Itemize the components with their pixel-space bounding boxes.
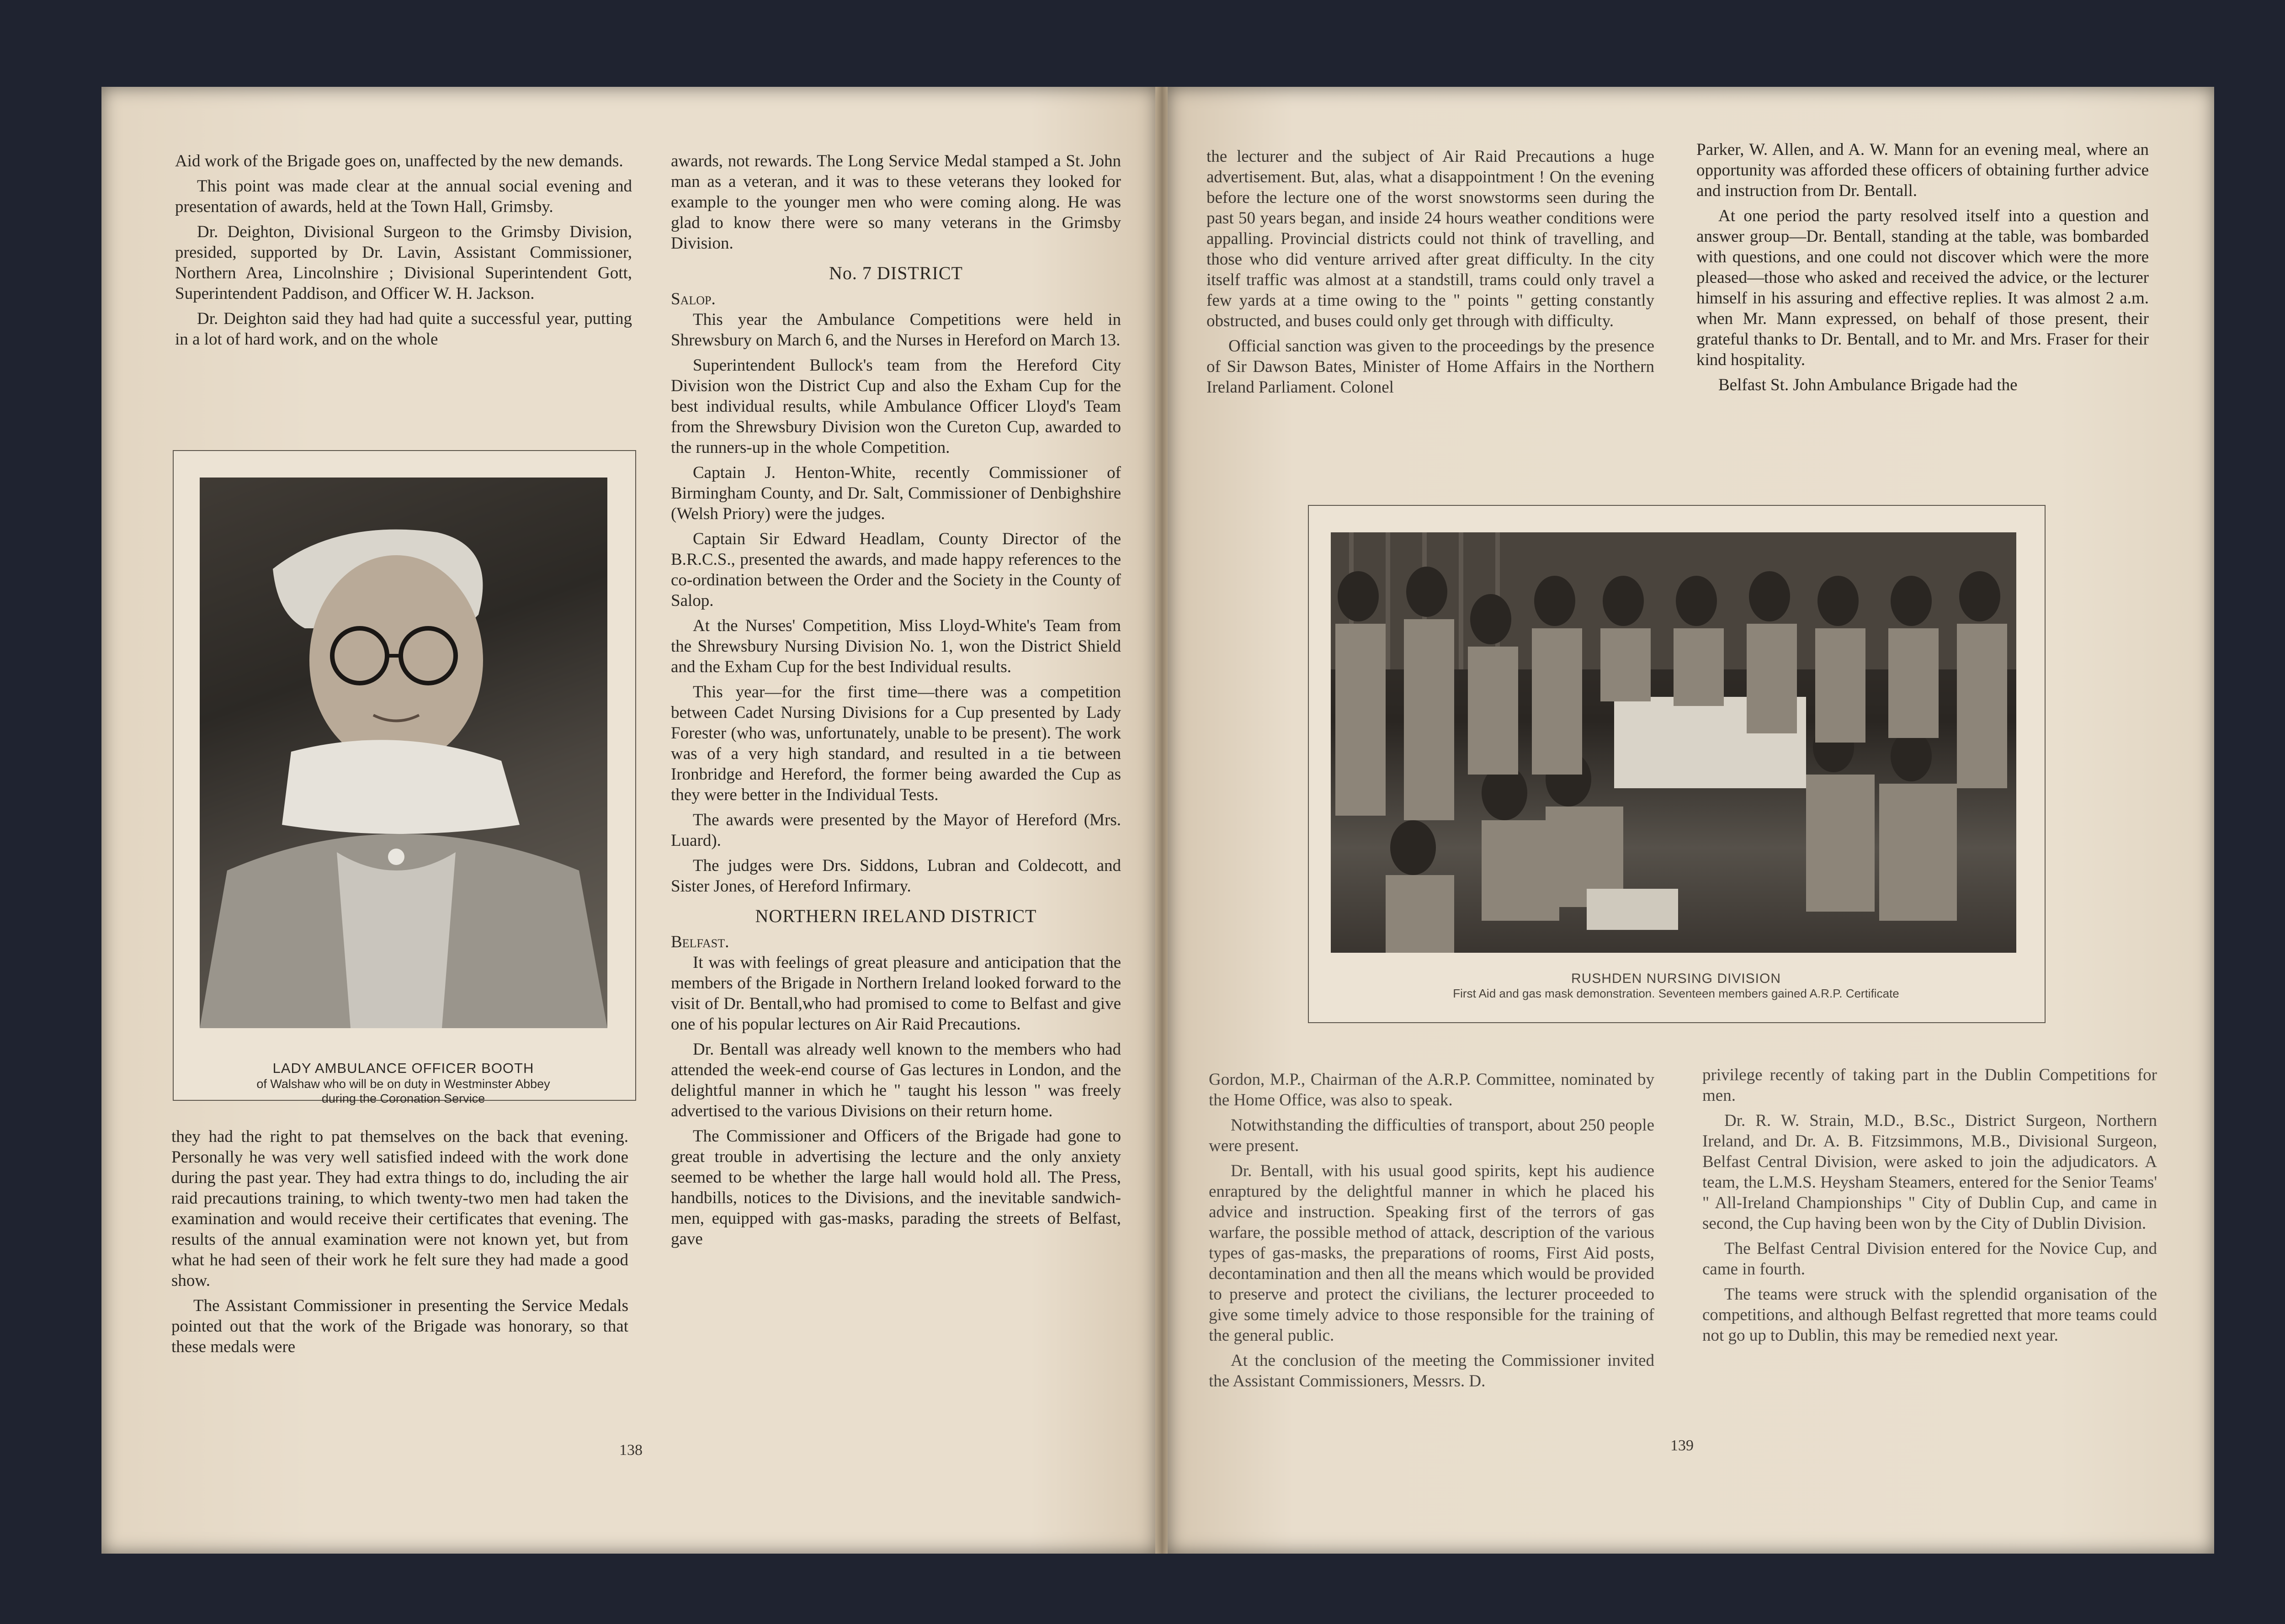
paragraph: At one period the party resolved itself into a question and answer group—Dr. Bentall, standing at the table, was bombarded with questions, and one could not discover which were the more pleased—those who asked and received the advice, or the lecturer himself in his assuring and effective replies. It was almost 2 a.m. when Mr. Mann expressed, on behalf of those present, their grateful thanks to Dr. Bentall, and to Mr. and Mrs. Fraser for their kind hospitality. xyxy=(1696,207,2149,369)
paragraph: The Belfast Central Division entered for the Novice Cup, and came in fourth. xyxy=(1702,1239,2157,1279)
paragraph: The judges were Drs. Siddons, Lubran and Coldecott, and Sister Jones, of Hereford Infirmary. xyxy=(671,856,1121,896)
portrait-caption-title: LADY AMBULANCE OFFICER BOOTH xyxy=(272,1060,534,1076)
paragraph: This year—for the first time—there was a competition between Cadet Nursing Divisions for a Cup presented by Lady Forester (who was, unfortunately, unable to be present). The work was of a very high standard, and resulted in a tie between Ironbridge and Hereford, the former being awarded the Cup as they were better in the Individual Tests. xyxy=(671,683,1121,804)
paragraph: Superintendent Bullock's team from the Hereford City Division won the District Cup and also the Exham Cup for the best individual results, while Ambulance Officer Lloyd's Team from the Shrewsbury Division won the Cureton Cup, awarded to the runners-up in the whole Competition. xyxy=(671,356,1121,457)
paragraph: Dr. Bentall, with his usual good spirits, kept his audience enraptured by the delightful manner in which he placed his advice and instruction. Speaking first of the terrors of gas warfare, the possible method of attack, description of the various types of gas-masks, the preparations of rooms, First Aid posts, decontamination and then all the means which would be provided to preserve and protect the civilians, the lecturer proceeded to give some timely advice to those responsible for the training of the general public. xyxy=(1209,1162,1654,1345)
paragraph: awards, not rewards. The Long Service Medal stamped a St. John man as a veteran, and it was to these veterans they looked for example to the younger men who were coming along. He was glad to know there were so many veterans in the Grimsby Division. xyxy=(671,152,1121,253)
paragraph: The Assistant Commissioner in presenting the Service Medals pointed out that the work of the Brigade was honorary, so that these medals were xyxy=(171,1296,628,1356)
portrait-photo xyxy=(200,478,607,1028)
paragraph: Gordon, M.P., Chairman of the A.R.P. Committee, nominated by the Home Office, was also to speak. xyxy=(1209,1070,1654,1109)
paragraph: Captain Sir Edward Headlam, County Director of the B.R.C.S., presented the awards, and made happy references to the co-ordination between the Order and the Society in the County of Salop. xyxy=(671,530,1121,610)
paragraph: Dr. Deighton said they had had quite a successful year, putting in a lot of hard work, and on the whole xyxy=(175,309,632,349)
paragraph: The awards were presented by the Mayor of Hereford (Mrs. Luard). xyxy=(671,811,1121,850)
paragraph: The Commissioner and Officers of the Brigade had gone to great trouble in advertising the lecture and the only anxiety seemed to be whether the large hall would hold all. The Press, handbills, notices to the Divisions, and the inevitable sandwich-men, equipped with gas-masks, parading the streets of Belfast, gave xyxy=(671,1127,1121,1248)
paragraph: they had the right to pat themselves on the back that evening. Personally he was very well satisfied indeed with the work done during the past year. They had extra things to do, including the air raid precautions training, to which twenty-two men had taken the examination and would receive their certificates that evening. The results of the annual examination were not known yet, but from what he had seen of their work he felt sure they had made a good show. xyxy=(171,1127,628,1290)
paragraph: Dr. R. W. Strain, M.D., B.Sc., District Surgeon, Northern Ireland, and Dr. A. B. Fitzsimmons, M.B., Divisional Surgeon, Belfast Central Division, were asked to join the adjudicators. A team, the L.M.S. Heysham Steamers, entered for the Senior Teams' " All-Ireland Championships " City of Dublin Cup, and came in second, the Cup having been won by the City of Dublin Division. xyxy=(1702,1111,2157,1233)
paragraph: This point was made clear at the annual social evening and presentation of awards, held at the Town Hall, Grimsby. xyxy=(175,177,632,216)
page-number: 138 xyxy=(619,1442,643,1459)
paragraph: Official sanction was given to the proceedings by the presence of Sir Dawson Bates, Minister of Home Affairs in the Northern Ireland Parliament. Colonel xyxy=(1206,337,1654,397)
group-caption-title: RUSHDEN NURSING DIVISION xyxy=(1571,971,1781,986)
paragraph: This year the Ambulance Competitions were held in Shrewsbury on March 6, and the Nurses in Hereford on March 13. xyxy=(671,310,1121,350)
group-photo xyxy=(1331,532,2016,953)
salop-label: Salop. xyxy=(671,290,716,308)
left-col2 xyxy=(671,151,1121,1254)
paragraph: At the conclusion of the meeting the Commissioner invited the Assistant Commissioners, Messrs. D. xyxy=(1209,1351,1654,1390)
paragraph: Captain J. Henton-White, recently Commissioner of Birmingham County, and Dr. Salt, Commissioner of Denbighshire (Welsh Priory) were the judges. xyxy=(671,463,1121,523)
paragraph: Aid work of the Brigade goes on, unaffected by the new demands. xyxy=(175,152,623,170)
paragraph: Dr. Bentall was already well known to the members who had attended the week-end course of Gas lectures in London, and the delightful manner in which he " taught his lesson " was freely advertised to the various Divisions on their return home. xyxy=(671,1040,1121,1120)
paragraph: Notwithstanding the difficulties of transport, about 250 people were present. xyxy=(1209,1116,1654,1155)
paragraph: Dr. Deighton, Divisional Surgeon to the Grimsby Division, presided, supported by Dr. Lavin, Assistant Commissioner, Northern Area, Lincolnshire ; Divisional Superintendent Gott, Superintendent Paddison, and Officer W. H. Jackson. xyxy=(175,223,632,303)
portrait-image xyxy=(200,478,607,1028)
page-number: 139 xyxy=(1670,1437,1694,1454)
right-col3-bottom xyxy=(1209,1069,1654,1396)
group-caption-sub: First Aid and gas mask demonstration. Seventeen members gained A.R.P. Certificate xyxy=(1453,987,1899,1000)
left-col1-upper xyxy=(175,151,632,354)
group-photo-image xyxy=(1331,532,2016,953)
portrait-caption-sub: of Walshaw who will be on duty in Westminster Abbey during the Coronation Service xyxy=(256,1077,550,1105)
left-col1-lower xyxy=(171,1126,628,1362)
district-heading: No. 7 DISTRICT xyxy=(829,263,963,283)
belfast-label: Belfast. xyxy=(671,933,729,951)
book-spine xyxy=(1155,87,1169,1554)
portrait-caption xyxy=(178,1060,628,1106)
paragraph: At the Nurses' Competition, Miss Lloyd-White's Team from the Shrewsbury Nursing Division No. 1, won the District Shield and the Exham Cup for the best Individual results. xyxy=(671,616,1121,676)
paragraph: privilege recently of taking part in the Dublin Competitions for men. xyxy=(1702,1066,2157,1105)
right-col3-top xyxy=(1206,146,1654,402)
paragraph: the lecturer and the subject of Air Raid Precautions a huge advertisement. But, alas, what a disappointment ! On the evening before the lecture one of the worst snowstorms seen during the past 50 years began, and inside 24 hours weather conditions were appalling. Provincial districts could not think of travelling, and those who did venture arrived after great difficulty. In the city itself traffic was almost at a standstill, trams could only travel a few yards at a time owing to the " points " getting constantly obstructed, and buses could only get through with difficulty. xyxy=(1206,147,1654,330)
paragraph: Belfast St. John Ambulance Brigade had the xyxy=(1718,376,2018,394)
paragraph: It was with feelings of great pleasure and anticipation that the members of the Brigade in Northern Ireland looked forward to the visit of Dr. Bentall,who had promised to come to Belfast and give one of his popular lectures on Air Raid Precautions. xyxy=(671,953,1121,1034)
district-heading: NORTHERN IRELAND DISTRICT xyxy=(755,906,1037,926)
group-photo-caption xyxy=(1316,971,2036,1001)
right-col4-top xyxy=(1696,139,2149,400)
right-col4-bottom xyxy=(1702,1065,2157,1350)
paragraph: The teams were struck with the splendid organisation of the competitions, and although Belfast regretted that more teams could not go up to Dublin, this may be remedied next year. xyxy=(1702,1285,2157,1345)
paragraph: Parker, W. Allen, and A. W. Mann for an evening meal, where an opportunity was afforded these officers of obtaining further advice and instruction from Dr. Bentall. xyxy=(1696,140,2149,200)
